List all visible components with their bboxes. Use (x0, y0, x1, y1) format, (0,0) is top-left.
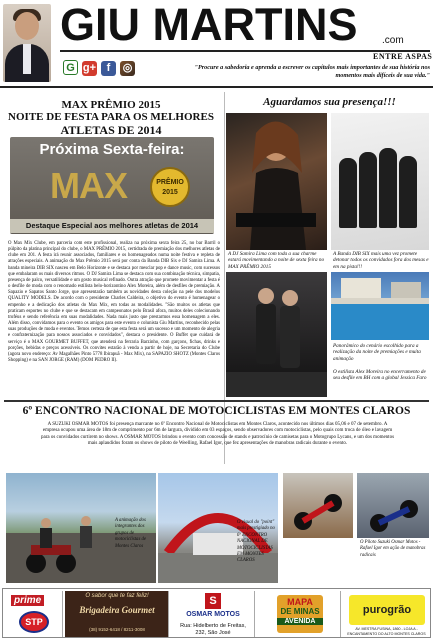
section-divider (4, 400, 429, 402)
header-quote: "Procure a sabedoria e aprenda a escrever os capítulos mais importantes de sua história nos momentos mais difíceis de sua vida." (194, 64, 430, 79)
brigadeiro-tagline: O sabor que te faz feliz! (85, 593, 149, 599)
promo-title: Próxima Sexta-feira: (39, 141, 185, 158)
columnist-portrait (3, 4, 51, 82)
instagram-icon[interactable]: ◎ (120, 61, 135, 76)
dj-caption: A DJ Samira Lima com toda a sua charme estará movimentando a noite de sexta feira no MAX PRÊMIO 2015 (228, 251, 325, 270)
prime-logo: prime (11, 595, 44, 606)
ad-prime-stp[interactable] (5, 591, 63, 637)
google-plus-icon[interactable]: g+ (82, 62, 97, 74)
brand-title: GIU MARTINS (60, 0, 358, 50)
article2-body: A SUZUKI OSMAR MOTOS foi presença marcante no 6º Encontro Nacional de Motociclistas em Montes Claros, acontecido nos últimos dias 05,06 e 07 de setembro. A empresa ocupou uma área de 18m de comprimento por 6m de largura, dividido em 03 espaços, sendo observadores com motociclistas, pelo quais com troca de óleo e lavagem para os convidados curtirem no shows. A OSMAR MOTOS brindou o evento com concessão de stands e patrocínio de camisetas para o Motogrupo Lycans, e um dos momentos mais aplaudidos foram os shows de piloto de Weelling, Rafael Igor, que fez apresentações de manobras radicais durante o evento. (40, 422, 395, 446)
facebook-icon[interactable]: f (101, 61, 116, 76)
social-icons (63, 58, 139, 76)
article1-body: O Max Mix Clube, em parceria com este profissional, realiza na próxima sexta feira 25, no bar Barril o púlpito da platina principal do clube, o MAX PRÊMIO 2015, certidrada de premiação dos melhores atletas de clube em 201. A festa irá reunir associados, familiares e os homenageados numa noite festiva e repleta de atrações especiais. A animação do Max Prêmio 2015 será por conta da Banda DIB Six e DJ Samira Lima. A banda mineira DIB SIX nasceu em Belo Horizonte e se destaca por mesclar pop e dance music, com sucessos que embalaram os mais diversos ritmos. O DJ Samira Lima se destaca com sua combinação técnica, simpatia, presença de palco, versatilidade e um gosto musical refinado. Outra atração que promete movimentar a festa é o desfile de moda com o renomado estilista belo-horizontino Alex Moreira, além de desfiles de premiação. A Sapazio e Sapatos Santo Jorge, que apresentarão também as novidades desta coleção na pele dos modelos QUALITY MODELS. De acordo com o presidente Charles Caldeira, o objetivo do evento é homenagear o empenho e a dedicação dos atletas do Max Mix, em todas as modalidades. "São muitos os atletas que praticam esportes no clube e que se destacam em campeonatos pelo Brasil afora, muitos deles colecionando troféus e sendo referência em suas modalidades. Nada mais justo que prestarmos essa homenagem a eles. Além disso, convidamos para o evento os amigos para este evento e colunista Giu Martins, reconhecido pelas suas produções de moda e eventos. Temos certeza de que esta festa será um sucesso e um momento de alegria e confraternização para nossos associados e convidados", destaca o presidente. O Buffet que cuidará de serviço é o MAX GOURMET BUFFET, que atenderá na ferraria Barzinho, com garçons, fichas, drinks e porções, bebidas e preços acessíveis. Os convites estarão à venda a partir de hoje, na Secretaria do Clube (agora novo endereço: Av Magalhães Pinto 5778 Ibirapuã - Max Mix), na SAPAZIO SHOTZ (Montes Claros Shopping) e na SAN JORGE (RAM) (DOM PEDRO II). (8, 241, 220, 363)
dj-photo (226, 113, 327, 250)
band-photo (331, 113, 429, 250)
ad-mapa-de-minas[interactable] (257, 591, 341, 637)
promo-caption: Destaque Especial aos melhores atletas de 2014 (10, 219, 214, 233)
max-logo: MAX (50, 165, 127, 206)
google-icon[interactable]: G (63, 60, 78, 75)
brand-domain: .com (382, 35, 404, 46)
brigadeiro-name: Brigadeira Gourmet (79, 605, 155, 615)
purograo-logo: purogrão (349, 595, 425, 625)
venue-pool-photo (331, 272, 429, 340)
stp-logo: STP (19, 611, 49, 633)
aguardamos-title: Aguardamos sua presença!!! (263, 96, 396, 108)
group-caption: A animação dos integrantes dos grupos de motociclistas de Montes Claros (115, 518, 147, 549)
osmar-motos-address: Rua: Hidelberto de Freitas, 232, São José (180, 623, 246, 636)
band-caption: A Banda DIB SIX mais uma vez promete detonar todos os convidados fora dos mesas e em na pista!!! (333, 251, 429, 270)
ad-purograo[interactable] (343, 591, 430, 637)
article2-title: 6º ENCONTRO NACIONAL DE MOTOCICLISTAS EM MONTES CLAROS (22, 405, 411, 417)
stand-caption: O visual do "point" mais prestigiado no 6º ENCONTRO NACIONAL DE MOTOCICLISTAS EM MONTES CLAROS (237, 520, 275, 564)
article1-title-line2: ATLETAS DE 2014 (60, 123, 162, 137)
ad-osmar-motos[interactable] (171, 591, 255, 637)
article1-title-line1: NOITE DE FESTA PARA OS MELHORES (8, 111, 214, 123)
article1-kicker: MAX PRÊMIO 2015 (61, 99, 161, 111)
stunt-caption: O Piloto Suzuki Osmar Motos - Rafael Igor em ação de manobras radicais (360, 540, 426, 558)
sponsors-bar (2, 588, 431, 638)
max-premio-banner (10, 137, 214, 234)
ad-brigadeiro[interactable] (65, 591, 169, 637)
runway-photo (226, 272, 327, 397)
venue-caption: Panorâmico do cenário escolhido para a realização da noite de premiações e muita animação O estilista Alex Moreira no encerramento de seu desfile em BH com a global Jessica Faro (333, 343, 427, 382)
suzuki-logo-icon: S (205, 593, 221, 609)
brigadeiro-phone: (38) 9152-6418 / 8211-3008 (89, 627, 145, 632)
purograo-address: AV. MESTRA FUSINA, 1860 - LOJA A - ENCANTAMENTO DO ALTO MONTES CLAROS (347, 627, 426, 636)
stunt-photo-1 (283, 473, 353, 538)
premio-badge: PRÊMIO 2015 (150, 167, 190, 207)
section-label: ENTRE ASPAS (373, 52, 433, 61)
masthead (0, 0, 433, 88)
osmar-motos-name: OSMAR MOTOS (186, 611, 240, 618)
stunt-photo-2 (357, 473, 429, 538)
mapa-de-minas-logo: MAPA DE MINAS AVENIDA (277, 595, 323, 633)
